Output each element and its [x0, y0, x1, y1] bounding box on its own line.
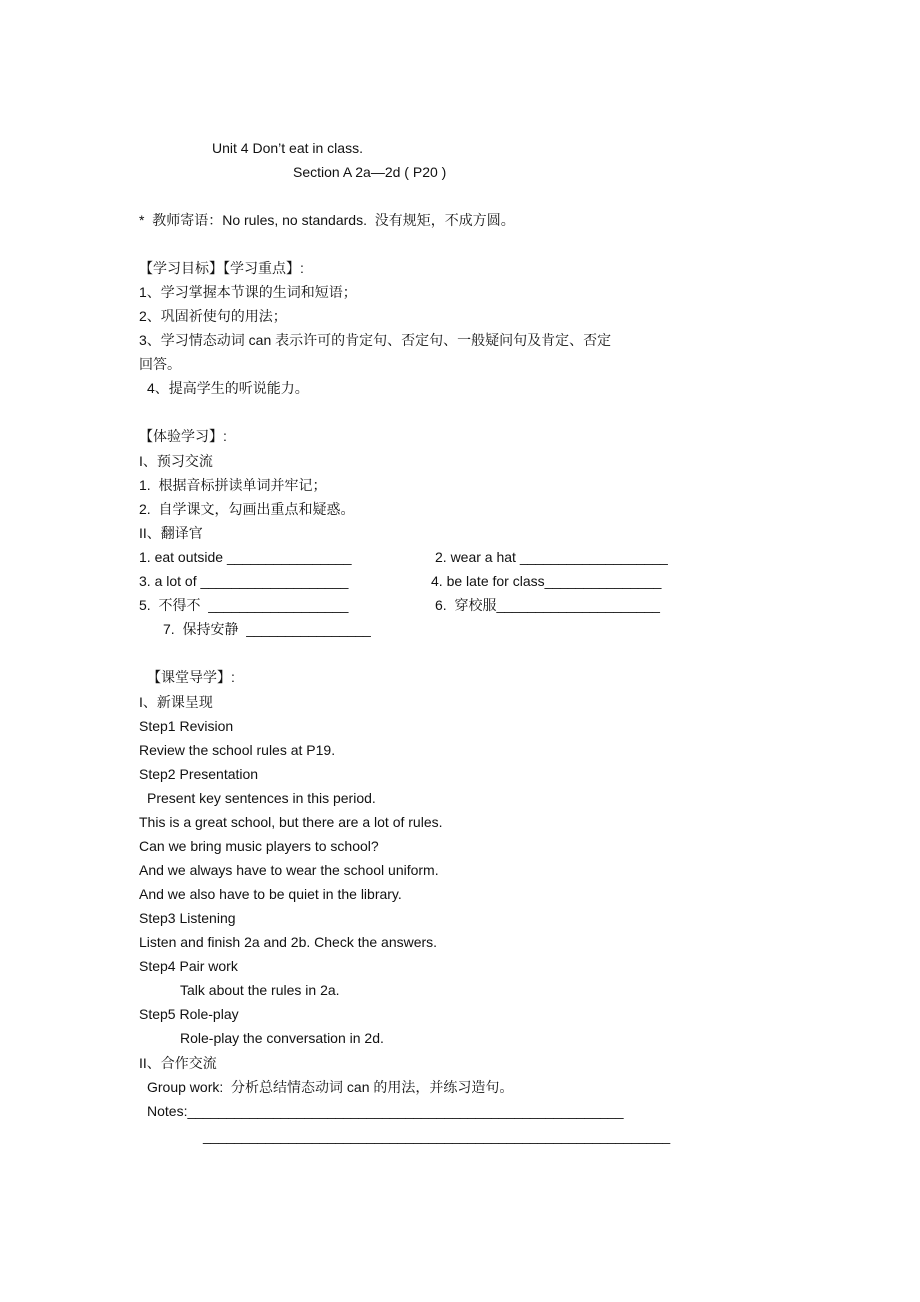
lesson-line: Step3 Listening	[139, 910, 236, 926]
goal-item: 2、巩固祈使句的用法；	[139, 308, 287, 324]
lesson-line: Role-play the conversation in 2d.	[180, 1030, 384, 1046]
lesson-line: Listen and finish 2a and 2b. Check the answers.	[139, 934, 438, 950]
lesson-line: Can we bring music players to school?	[139, 838, 379, 854]
classroom-heading: 【课堂导学】:	[147, 669, 235, 685]
lesson-line: Present key sentences in this period.	[147, 790, 376, 806]
part-heading: I、预习交流	[139, 453, 213, 469]
lesson-line: And we always have to wear the school uniform.	[139, 862, 439, 878]
lesson-line: Review the school rules at P19.	[139, 742, 336, 758]
translation-item: 2. wear a hat ___________________	[435, 549, 668, 565]
group-work-line: Group work: 分析总结情态动词 can 的用法，并练习造句。	[147, 1079, 514, 1095]
translation-item: 3. a lot of ___________________	[139, 573, 349, 589]
translation-item: 7. 保持安静 ________________	[163, 621, 371, 637]
goal-item: 1、学习掌握本节课的生词和短语；	[139, 284, 357, 300]
notes-line: ____________________________________________________________	[203, 1128, 671, 1144]
notes-line: Notes:________________________________________________________	[147, 1103, 624, 1119]
unit-title: Unit 4 Don’t eat in class.	[212, 140, 363, 156]
goal-item: 4、提高学生的听说能力。	[147, 380, 309, 396]
lesson-line: Step5 Role-play	[139, 1006, 239, 1022]
lesson-line: Talk about the rules in 2a.	[180, 982, 340, 998]
preview-item: 1. 根据音标拼读单词并牢记；	[139, 477, 327, 493]
preview-item: 2. 自学课文，勾画出重点和疑惑。	[139, 501, 355, 517]
lesson-line: And we also have to be quiet in the library.	[139, 886, 402, 902]
lesson-line: Step1 Revision	[139, 718, 234, 734]
section-title: Section A 2a—2d ( P20 )	[293, 164, 447, 180]
part-heading: II、合作交流	[139, 1055, 217, 1071]
lesson-line: Step2 Presentation	[139, 766, 259, 782]
goal-item: 3、学习情态动词 can 表示许可的肯定句、否定句、一般疑问句及肯定、否定	[139, 332, 612, 348]
experience-heading: 【体验学习】:	[139, 428, 227, 444]
part-heading: II、翻译官	[139, 525, 203, 541]
lesson-line: This is a great school, but there are a lot of rules.	[139, 814, 443, 830]
translation-item: 5. 不得不 __________________	[139, 597, 349, 613]
translation-item: 6. 穿校服_____________________	[435, 597, 660, 613]
lesson-line: Step4 Pair work	[139, 958, 238, 974]
translation-item: 1. eat outside ________________	[139, 549, 352, 565]
part-heading: I、新课呈现	[139, 694, 213, 710]
goals-heading: 【学习目标】【学习重点】:	[139, 260, 304, 276]
translation-item: 4. be late for class_______________	[431, 573, 662, 589]
teacher-motto: * 教师寄语：No rules, no standards. 没有规矩，不成方圆。	[139, 212, 515, 228]
goal-item: 回答。	[139, 356, 181, 372]
